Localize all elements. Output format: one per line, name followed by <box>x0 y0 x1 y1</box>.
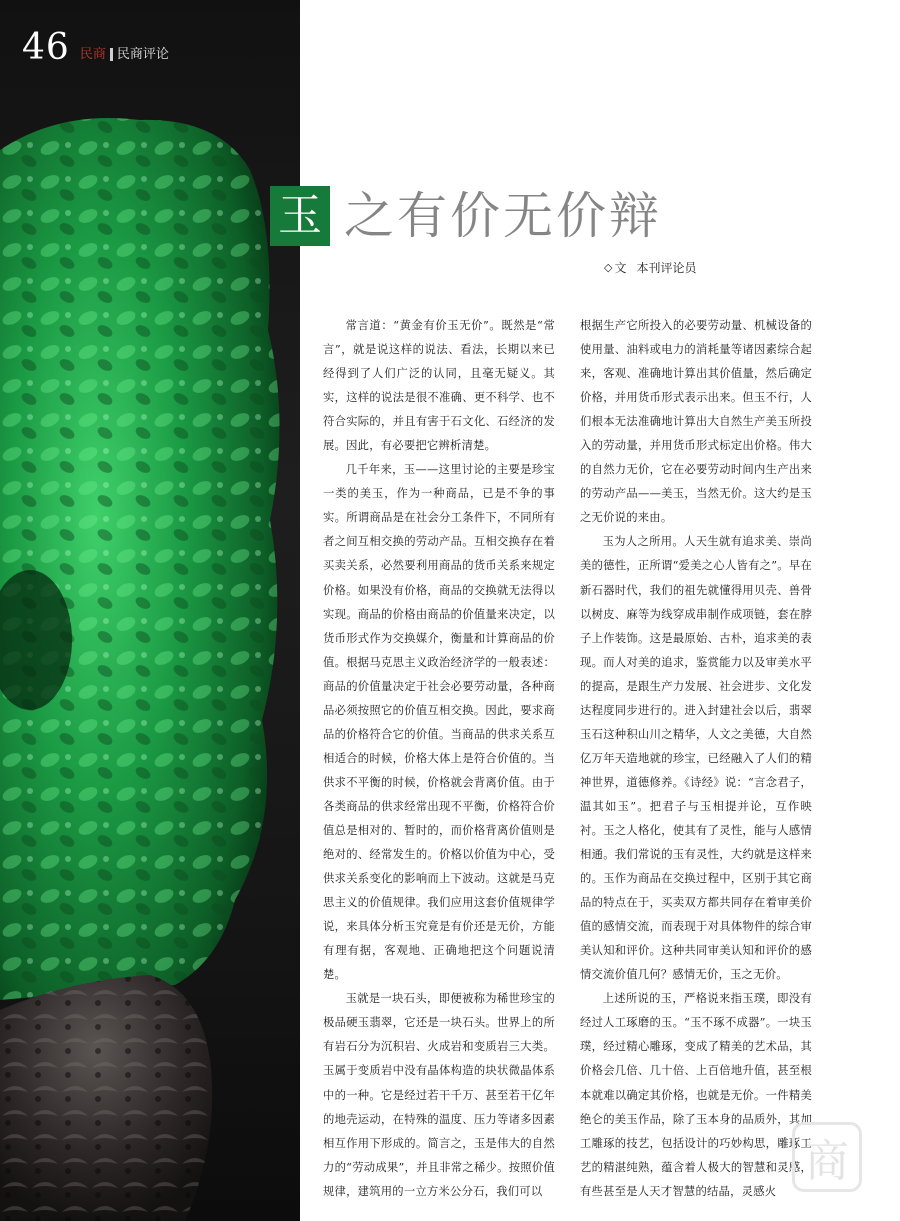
publication-logo: 商 <box>792 1122 862 1192</box>
paragraph: 玉为人之所用。人天生就有追求美、崇尚美的德性，正所谓“爱美之心人皆有之”。早在新石器时代，我们的祖先就懂得用贝壳、兽骨以树皮、麻等为线穿成串制作成项链，套在脖子上作装饰。这是最原始、古朴，追求美的表现。而人对美的追求，鉴赏能力以及审美水平的提高，是跟生产力发展、社会进步、文化发达程度同步进行的。进入封建社会以后，翡翠玉石这种积山川之精华，人文之美德，大自然亿万年天造地就的珍宝，已经融入了人们的精神世界，道德修养。《诗经》说：“言念君子，温其如玉”。把君子与玉相提并论，互作映衬。玉之人格化，使其有了灵性，能与人感情相通。我们常说的玉有灵性，大约就是这样来的。玉作为商品在交换过程中，区别于其它商品的特点在于，买卖双方都共同存在着审美价值的感情交流，而表现于对具体物件的综合审美认知和评价。这种共同审美认知和评价的感情交流价值几何？感情无价，玉之无价。 <box>580 535 812 982</box>
article-column-right <box>580 314 812 1204</box>
section-separator <box>110 48 113 61</box>
jade-carving-photo <box>0 0 300 1221</box>
section-tag: 民商 <box>79 47 106 62</box>
article-column-left <box>323 314 555 1204</box>
title-highlight-box: 玉 <box>270 186 330 246</box>
section-name: 民商评论 <box>116 47 169 62</box>
byline <box>604 259 697 276</box>
byline-label: 文 <box>614 261 627 275</box>
page-header <box>22 26 169 66</box>
title-text: 之有价无价辩 <box>344 187 662 245</box>
paragraph: 根据生产它所投入的必要劳动量、机械设备的使用量、油料或电力的消耗量等诸因素综合起来，客观、准确地计算出其价值量，然后确定价格，并用货币形式表示出来。但玉不行，人们根本无法准确地计算出大自然生产美玉所投入的劳动量，并用货币形式标定出价格。伟大的自然力无价，它在必要劳动时间内生产出来的劳动产品——美玉，当然无价。这大约是玉之无价说的来由。 <box>580 319 812 525</box>
paragraph: 常言道：“黄金有价玉无价”。既然是“常言”，就是说这样的说法、看法，长期以来已经得到了人们广泛的认同，且毫无疑义。其实，这样的说法是很不准确、更不科学、也不符合实际的，并且有害于石文化、石经济的发展。因此，有必要把它辨析清楚。 <box>323 319 555 453</box>
byline-author: 本刊评论员 <box>636 261 697 275</box>
diamond-icon: ◇ <box>604 261 613 274</box>
paragraph: 几千年来，玉——这里讨论的主要是珍宝一类的美玉，作为一种商品，已是不争的事实。所谓商品是在社会分工条件下，不同所有者之间互相交换的劳动产品。互相交换存在着买卖关系，必然要利用商品的货币关系来规定价格。如果没有价格，商品的交换就无法得以实现。商品的价格由商品的价值量来决定，以货币形式作为交换媒介，衡量和计算商品的价值。根据马克思主义政治经济学的一般表述：商品的价值量决定于社会必要劳动量，各种商品必须按照它的价值互相交换。因此，要求商品的价格符合它的价值。当商品的供求关系互相适合的时候，价格大体上是符合价值的。当供求不平衡的时候，价格就会背离价值。由于各类商品的供求经常出现不平衡，价格符合价值总是相对的、暂时的，而价格背离价值则是绝对的、经常发生的。价格以价值为中心，受供求关系变化的影响而上下波动。这就是马克思主义的价值规律。我们应用这套价值规律学说，来具体分析玉究竟是有价还是无价，方能有理有据，客观地、正确地把这个问题说清楚。 <box>323 463 555 982</box>
paragraph: 上述所说的玉，严格说来指玉璞，即没有经过人工琢磨的玉。“玉不琢不成器”。一块玉璞，经过精心雕琢，变成了精美的艺术品，其价格会几倍、几十倍、上百倍地升值，甚至根本就难以确定其价格，也就是无价。一件精美绝仑的美玉作品，除了玉本身的品质外，其加工雕琢的技艺，包括设计的巧妙构思，雕琢工艺的精湛纯熟，蕴含着人极大的智慧和灵感，有些甚至是人天才智慧的结晶，灵感火 <box>580 992 812 1198</box>
article-title <box>270 186 662 246</box>
paragraph: 玉就是一块石头，即便被称为稀世珍宝的极品硬玉翡翠，它还是一块石头。世界上的所有岩石分为沉积岩、火成岩和变质岩三大类。玉属于变质岩中没有晶体构造的块状微晶体系中的一种。它是经过若干千万、甚至若干亿年的地壳运动，在特殊的温度、压力等诸多因素相互作用下形成的。简言之，玉是伟大的自然力的“劳动成果”，并且非常之稀少。按照价值规律，建筑用的一立方米公分石，我们可以 <box>323 992 555 1198</box>
page-number: 46 <box>22 27 70 68</box>
